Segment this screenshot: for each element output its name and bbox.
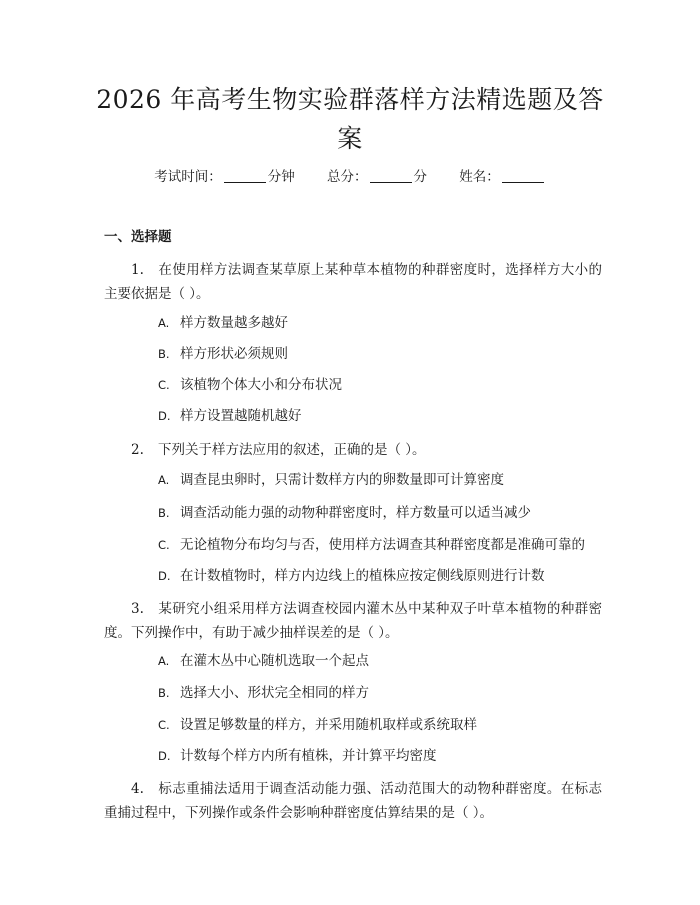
option-text: 选择大小、形状完全相同的样方 [180, 685, 369, 701]
option-letter: B. [158, 506, 170, 520]
option-text: 无论植物分布均匀与否，使用样方法调查其种群密度都是准确可靠的 [180, 537, 585, 553]
option-letter: A. [158, 654, 170, 668]
question-4 [104, 777, 602, 825]
option-letter: A. [158, 473, 170, 487]
question-3-option-a [158, 651, 602, 671]
question-number: 4. [131, 781, 144, 797]
question-3 [104, 597, 602, 645]
option-letter: D. [158, 749, 171, 763]
exam-time-field [154, 167, 295, 187]
option-text: 样方设置越随机越好 [180, 408, 302, 424]
total-score-blank [370, 169, 412, 183]
question-1 [104, 258, 602, 306]
option-text: 样方数量越多越好 [180, 315, 288, 331]
option-letter: B. [158, 347, 170, 361]
question-2 [104, 438, 602, 462]
question-2-option-a [158, 470, 602, 490]
option-letter: C. [158, 538, 170, 552]
question-1-option-a [158, 313, 602, 333]
student-name-blank [502, 169, 544, 183]
student-name-field [459, 167, 546, 187]
student-name-label: 姓名： [459, 169, 500, 185]
option-text: 调查活动能力强的动物种群密度时，样方数量可以适当减少 [180, 505, 531, 521]
exam-time-unit: 分钟 [267, 169, 295, 185]
question-3-option-c [158, 715, 602, 735]
question-2-option-c [158, 535, 602, 555]
option-text: 样方形状必须规则 [180, 346, 288, 362]
option-letter: C. [158, 378, 170, 392]
question-stem: 下列关于样方法应用的叙述，正确的是（ ）。 [158, 442, 426, 458]
option-text: 设置足够数量的样方，并采用随机取样或系统取样 [180, 717, 477, 733]
question-stem: 标志重捕法适用于调查活动能力强、活动范围大的动物种群密度。在标志重捕过程中，下列操作或条件会影响种群密度估算结果的是（ ）。 [104, 781, 602, 821]
question-1-option-c [158, 375, 602, 395]
total-score-unit: 分 [413, 169, 427, 185]
option-letter: B. [158, 686, 170, 700]
option-text: 在灌木丛中心随机选取一个起点 [180, 653, 369, 669]
option-text: 计数每个样方内所有植株，并计算平均密度 [180, 748, 437, 764]
option-letter: A. [158, 316, 170, 330]
question-number: 2. [131, 442, 144, 458]
question-3-option-d [158, 746, 602, 766]
section-heading: 一、选择题 [104, 229, 172, 245]
option-text: 该植物个体大小和分布状况 [180, 377, 342, 393]
question-2-option-d [158, 566, 602, 586]
document-title: 2026 年高考生物实验群落样方法精选题及答案 [96, 85, 604, 153]
option-text: 在计数植物时，样方内边线上的植株应按定侧线原则进行计数 [180, 568, 545, 584]
option-text: 调查昆虫卵时，只需计数样方内的卵数量即可计算密度 [180, 472, 504, 488]
question-stem: 在使用样方法调查某草原上某种草本植物的种群密度时，选择样方大小的主要依据是（ ）。 [104, 262, 602, 302]
question-1-option-b [158, 344, 602, 364]
exam-time-blank [224, 169, 266, 183]
total-score-label: 总分： [327, 169, 368, 185]
total-score-field [327, 167, 427, 187]
question-1-option-d [158, 406, 602, 426]
option-letter: D. [158, 409, 171, 423]
exam-time-label: 考试时间： [154, 169, 222, 185]
option-letter: C. [158, 718, 170, 732]
question-stem: 某研究小组采用样方法调查校园内灌木丛中某种双子叶草本植物的种群密度。下列操作中，有助于减少抽样误差的是（ ）。 [104, 601, 602, 641]
question-number: 1. [131, 262, 144, 278]
option-letter: D. [158, 569, 171, 583]
question-3-option-b [158, 683, 602, 703]
question-number: 3. [131, 601, 144, 617]
question-2-option-b [158, 503, 602, 523]
exam-info-line [0, 167, 700, 187]
